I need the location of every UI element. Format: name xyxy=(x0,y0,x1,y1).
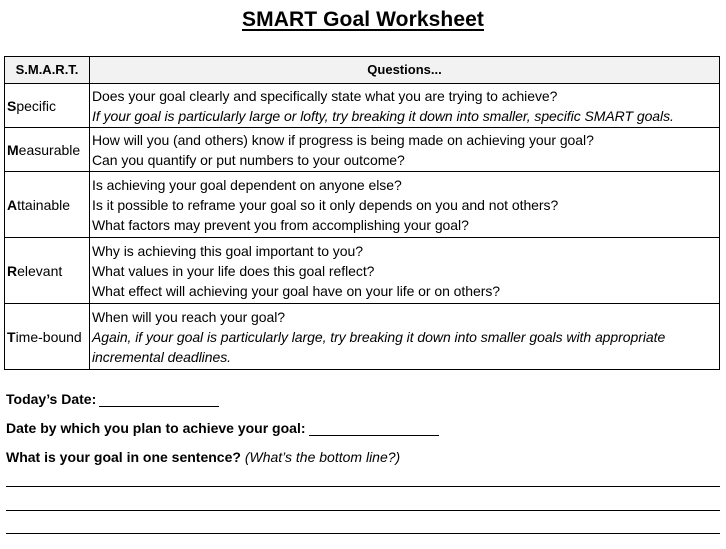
criterion-measurable xyxy=(5,128,90,172)
smart-table xyxy=(4,56,720,370)
criterion-initial: R xyxy=(7,262,18,279)
goal-write-line[interactable] xyxy=(6,486,720,487)
goal-write-line[interactable] xyxy=(6,533,720,534)
goal-sentence-field xyxy=(6,449,400,465)
row-time-bound xyxy=(5,304,720,370)
question-text: Again, if your goal is particularly large, try breaking it down into smaller goals with appropriate incremental deadlines. xyxy=(92,328,666,365)
questions-time-bound xyxy=(90,304,720,370)
goal-write-line[interactable] xyxy=(6,510,720,511)
row-measurable xyxy=(5,128,720,172)
question-text: How will you (and others) know if progress is being made on achieving your goal? xyxy=(92,131,594,148)
todays-date-field xyxy=(6,391,219,407)
question-text: Why is achieving this goal important to you? xyxy=(92,242,363,259)
header-questions: Questions... xyxy=(90,57,720,84)
goal-hint: (What’s the bottom line?) xyxy=(244,449,401,465)
question-text: When will you reach your goal? xyxy=(92,308,286,325)
target-date-field xyxy=(6,420,439,436)
criterion-attainable xyxy=(5,172,90,238)
criterion-rest: easurable xyxy=(18,141,81,158)
header-smart: S.M.A.R.T. xyxy=(5,57,90,84)
criterion-initial: S xyxy=(7,97,17,114)
criterion-rest: ime-bound xyxy=(15,328,82,345)
questions-measurable xyxy=(90,128,720,172)
criterion-rest: pecific xyxy=(16,97,57,114)
question-text: What values in your life does this goal reflect? xyxy=(92,262,375,279)
criterion-initial: T xyxy=(7,328,16,345)
question-text: If your goal is particularly large or lofty, try breaking it down into smaller, specific SMART goals. xyxy=(92,107,674,124)
target-date-label: Date by which you plan to achieve your goal: xyxy=(6,420,306,436)
question-text: Is it possible to reframe your goal so it only depends on you and not others? xyxy=(92,196,559,213)
question-text: Is achieving your goal dependent on anyone else? xyxy=(92,176,402,193)
criterion-time-bound xyxy=(5,304,90,370)
questions-attainable xyxy=(90,172,720,238)
question-text: What factors may prevent you from accomplishing your goal? xyxy=(92,216,469,233)
criterion-initial: M xyxy=(7,141,19,158)
criterion-specific xyxy=(5,84,90,128)
criterion-rest: ttainable xyxy=(17,196,71,213)
questions-relevant xyxy=(90,238,720,304)
question-text: What effect will achieving your goal have on your life or on others? xyxy=(92,282,501,299)
page-title: SMART Goal Worksheet xyxy=(242,8,484,31)
todays-date-label: Today’s Date: xyxy=(6,391,97,407)
target-date-input-line[interactable] xyxy=(309,421,439,436)
row-attainable xyxy=(5,172,720,238)
table-header-row xyxy=(5,57,720,84)
criterion-relevant xyxy=(5,238,90,304)
questions-specific xyxy=(90,84,720,128)
goal-label: What is your goal in one sentence? xyxy=(6,449,241,465)
question-text: Can you quantify or put numbers to your outcome? xyxy=(92,151,405,168)
row-specific xyxy=(5,84,720,128)
todays-date-input-line[interactable] xyxy=(99,392,219,407)
question-text: Does your goal clearly and specifically state what you are trying to achieve? xyxy=(92,87,558,104)
criterion-initial: A xyxy=(7,196,18,213)
criterion-rest: elevant xyxy=(17,262,63,279)
row-relevant xyxy=(5,238,720,304)
